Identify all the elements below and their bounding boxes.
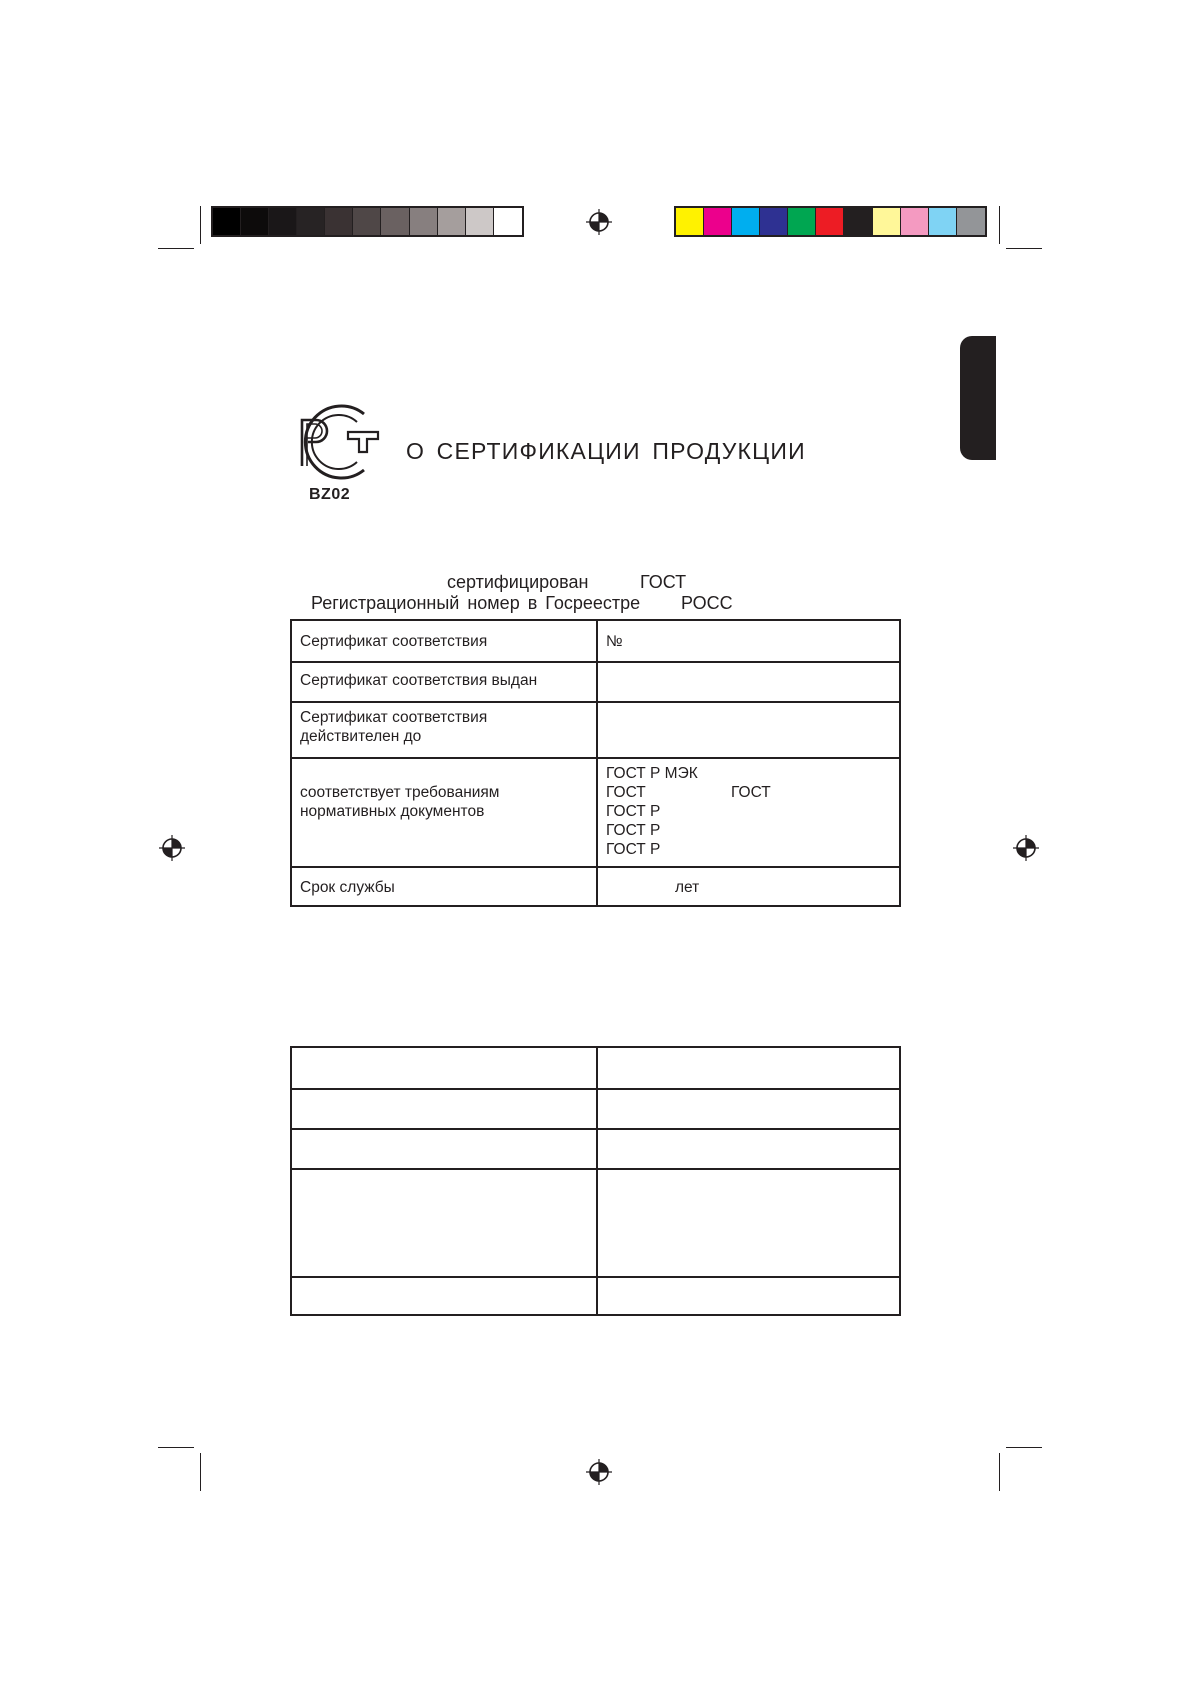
certificate-table bbox=[290, 619, 901, 907]
table-cell bbox=[598, 1278, 899, 1314]
color-swatch bbox=[676, 208, 704, 235]
table-cell bbox=[292, 663, 598, 701]
table-row bbox=[292, 1276, 899, 1314]
grayscale-swatch bbox=[438, 208, 466, 235]
rst-certification-mark-icon bbox=[286, 402, 382, 482]
service-life-unit: лет bbox=[675, 879, 700, 896]
color-swatch bbox=[816, 208, 844, 235]
certificate-valid-label-line2: действителен до bbox=[300, 728, 422, 745]
registration-target-icon bbox=[1013, 835, 1039, 861]
grayscale-swatch bbox=[410, 208, 438, 235]
registration-target-icon bbox=[586, 209, 612, 235]
service-life-label: Срок службы bbox=[300, 879, 395, 896]
table-cell bbox=[598, 868, 899, 905]
color-swatch bbox=[760, 208, 788, 235]
table-row bbox=[292, 757, 899, 866]
table-row bbox=[292, 621, 899, 661]
certificate-number-sign: № bbox=[606, 633, 623, 650]
grayscale-swatch bbox=[269, 208, 297, 235]
color-swatch bbox=[901, 208, 929, 235]
table-cell bbox=[598, 1170, 899, 1276]
crop-mark-bottom-right-vertical bbox=[999, 1453, 1000, 1491]
logo-code: BZ02 bbox=[309, 486, 351, 503]
table-cell bbox=[598, 1130, 899, 1168]
crop-mark-top-right-horizontal bbox=[1006, 248, 1042, 249]
grayscale-calibration-bar bbox=[211, 206, 524, 237]
color-swatch bbox=[873, 208, 901, 235]
color-swatch bbox=[732, 208, 760, 235]
table-row bbox=[292, 661, 899, 701]
crop-mark-bottom-left-horizontal bbox=[158, 1447, 194, 1448]
certificate-valid-label-line1: Сертификат соответствия bbox=[300, 709, 488, 726]
certificate-label: Сертификат соответствия bbox=[300, 633, 488, 650]
table-row bbox=[292, 1168, 899, 1276]
table-cell bbox=[292, 759, 598, 866]
requirements-label-line2: нормативных документов bbox=[300, 803, 485, 820]
standard-item: ГОСТ Р bbox=[606, 841, 661, 858]
standard-item-extra: ГОСТ bbox=[731, 784, 771, 801]
table-cell bbox=[292, 621, 598, 661]
grayscale-swatch bbox=[241, 208, 269, 235]
grayscale-swatch bbox=[213, 208, 241, 235]
intro-reg-number-label: Регистрационный номер в Госреестре bbox=[311, 593, 641, 613]
registration-target-icon bbox=[159, 835, 185, 861]
intro-gost: ГОСТ bbox=[640, 572, 687, 592]
registration-target-icon bbox=[586, 1459, 612, 1485]
color-swatch bbox=[929, 208, 957, 235]
grayscale-swatch bbox=[381, 208, 409, 235]
grayscale-swatch bbox=[353, 208, 381, 235]
table-row bbox=[292, 866, 899, 905]
crop-mark-top-left-horizontal bbox=[158, 248, 194, 249]
standard-item: ГОСТ Р МЭК bbox=[606, 765, 698, 782]
grayscale-swatch bbox=[466, 208, 494, 235]
table-cell bbox=[292, 1048, 598, 1088]
crop-mark-bottom-right-horizontal bbox=[1006, 1447, 1042, 1448]
table-cell bbox=[598, 663, 899, 701]
intro-certified: сертифицирован bbox=[447, 572, 589, 592]
standard-item: ГОСТ bbox=[606, 784, 646, 801]
table-cell bbox=[292, 1090, 598, 1128]
section-side-tab bbox=[960, 336, 996, 460]
color-swatch bbox=[704, 208, 732, 235]
table-cell bbox=[292, 1278, 598, 1314]
standard-item: ГОСТ Р bbox=[606, 803, 661, 820]
grayscale-swatch bbox=[325, 208, 353, 235]
table-cell bbox=[292, 1170, 598, 1276]
table-cell bbox=[292, 703, 598, 757]
intro-ross: РОСС bbox=[681, 593, 733, 613]
color-swatch bbox=[788, 208, 816, 235]
grayscale-swatch bbox=[494, 208, 522, 235]
table-cell bbox=[598, 1090, 899, 1128]
table-cell bbox=[292, 868, 598, 905]
standard-item: ГОСТ Р bbox=[606, 822, 661, 839]
page-title: О СЕРТИФИКАЦИИ ПРОДУКЦИИ bbox=[406, 438, 806, 464]
certificate-issued-label: Сертификат соответствия выдан bbox=[300, 672, 538, 689]
crop-mark-top-right-vertical bbox=[999, 206, 1000, 244]
table-row bbox=[292, 1088, 899, 1128]
table-row bbox=[292, 1048, 899, 1088]
table-cell bbox=[598, 1048, 899, 1088]
crop-mark-top-left-vertical bbox=[200, 206, 201, 244]
color-swatch bbox=[844, 208, 872, 235]
grayscale-swatch bbox=[297, 208, 325, 235]
table-row bbox=[292, 701, 899, 757]
requirements-label-line1: соответствует требованиям bbox=[300, 784, 500, 801]
table-cell bbox=[598, 759, 899, 866]
table-cell bbox=[598, 621, 899, 661]
crop-mark-bottom-left-vertical bbox=[200, 1453, 201, 1491]
blank-table bbox=[290, 1046, 901, 1316]
table-row bbox=[292, 1128, 899, 1168]
table-cell bbox=[598, 703, 899, 757]
table-cell bbox=[292, 1130, 598, 1168]
color-swatch bbox=[957, 208, 985, 235]
color-calibration-bar bbox=[674, 206, 987, 237]
